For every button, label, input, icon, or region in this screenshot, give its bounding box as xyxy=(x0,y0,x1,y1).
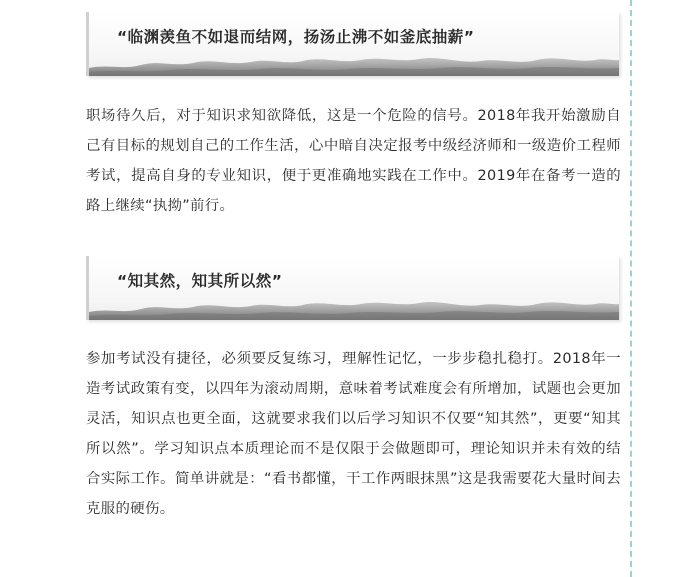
section-body-2: 参加考试没有捷径，必须要反复练习，理解性记忆，一步步稳扎稳打。2018年一造考试政策有变，以四年为滚动周期，意味着考试难度会有所增加，试题也会更加灵活，知识点也更全面，这就要求我们以后学习知识不仅要“知其然”，更要“知其所以然”。学习知识点本质理论而不是仅限于会做题即可，理论知识并未有效的结合实际工作。简单讲就是：“看书都懂，干工作两眼抹黑”这是我需要花大量时间去克服的硬伤。 xyxy=(86,351,621,517)
section-heading-1: “临渊羡鱼不如退而结网，扬汤止沸不如釜底抽薪” xyxy=(117,28,475,46)
section-heading-banner-1 xyxy=(86,12,619,76)
section-heading-2: “知其然，知其所以然” xyxy=(117,272,283,290)
page-side-dashed-rule xyxy=(630,0,632,577)
section-heading-banner-2 xyxy=(86,256,619,320)
ink-wash-mountains-decoration-1 xyxy=(89,52,619,76)
section-body-1: 职场待久后，对于知识求知欲降低，这是一个危险的信号。2018年我开始激励自己有目标的规划自己的工作生活，心中暗自决定报考中级经济师和一级造价工程师考试，提高自身的专业知识，便于更准确地实践在工作中。2019年在备考一造的路上继续“执拗”前行。 xyxy=(86,108,621,214)
ink-wash-mountains-decoration-2 xyxy=(89,296,619,320)
